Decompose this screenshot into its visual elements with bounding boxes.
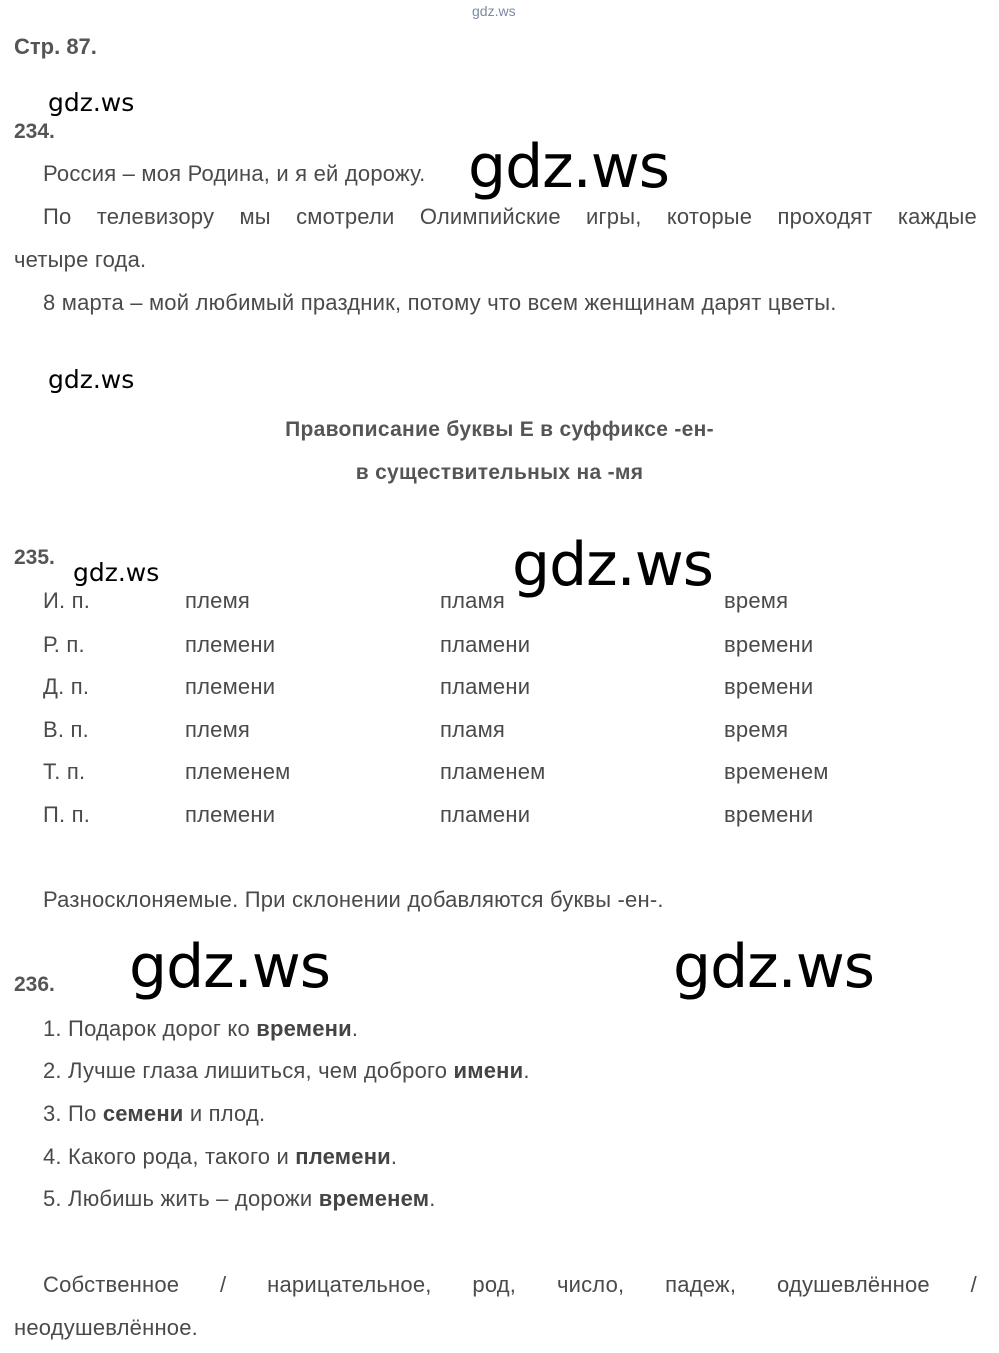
word-cell: пламя	[440, 717, 506, 742]
case-label: Р. п.	[43, 632, 85, 657]
word-cell: племя	[185, 588, 251, 613]
proverb-item: 3. По семени и плод.	[43, 1101, 266, 1126]
proverb-item: 2. Лучше глаза лишиться, чем доброго имени.	[43, 1058, 530, 1083]
exercise-235-number: 235.	[14, 546, 55, 569]
case-label: Т. п.	[43, 759, 86, 784]
word-cell: пламенем	[440, 759, 546, 784]
word-cell: временем	[724, 759, 829, 784]
exercise-236-number: 236.	[14, 973, 55, 996]
word-cell: время	[724, 588, 789, 613]
watermark: gdz.ws	[48, 365, 135, 394]
section-title-line1: Правописание буквы Е в суффиксе -ен-	[285, 418, 714, 441]
word-cell: пламя	[440, 588, 506, 613]
case-label: П. п.	[43, 802, 91, 827]
watermark: gdz.ws	[468, 132, 670, 202]
watermark-top: gdz.ws	[472, 3, 516, 19]
ex234-line: четыре года.	[14, 247, 147, 272]
word-cell: пламени	[440, 674, 531, 699]
ex235-note: Разносклоняемые. При склонении добавляются буквы -ен-.	[43, 887, 664, 912]
proverb-item: 5. Любишь жить – дорожи временем.	[43, 1186, 436, 1211]
word-cell: племя	[185, 717, 251, 742]
ex234-line: 8 марта – мой любимый праздник, потому что всем женщинам дарят цветы.	[43, 290, 837, 315]
word-cell: племени	[185, 674, 276, 699]
case-label: Д. п.	[43, 674, 90, 699]
word-cell: племени	[185, 802, 276, 827]
section-title-line2: в существительных на -мя	[355, 461, 644, 484]
word-cell: времени	[724, 632, 814, 657]
word-cell: времени	[724, 674, 814, 699]
case-label: И. п.	[43, 588, 91, 613]
watermark: gdz.ws	[129, 932, 331, 1002]
ex234-line: По телевизору мы смотрели Олимпийские игры, которые проходят каждые	[43, 204, 977, 229]
proverb-item: 4. Какого рода, такого и племени.	[43, 1144, 398, 1169]
proverb-item: 1. Подарок дорог ко времени.	[43, 1016, 359, 1041]
watermark: gdz.ws	[512, 530, 714, 600]
word-cell: время	[724, 717, 789, 742]
word-cell: пламени	[440, 802, 531, 827]
watermark: gdz.ws	[73, 558, 160, 587]
word-cell: времени	[724, 802, 814, 827]
watermark: gdz.ws	[48, 88, 135, 117]
ex236-final-line: Собственное / нарицательное, род, число, падеж, одушевлённое /	[43, 1272, 977, 1297]
ex236-final-line: неодушевлённое.	[14, 1315, 198, 1340]
page-label: Стр. 87.	[14, 34, 97, 59]
word-cell: племени	[185, 632, 276, 657]
case-label: В. п.	[43, 717, 89, 742]
exercise-234-number: 234.	[14, 120, 55, 143]
ex234-line: Россия – моя Родина, и я ей дорожу.	[43, 161, 426, 186]
word-cell: пламени	[440, 632, 531, 657]
word-cell: племенем	[185, 759, 291, 784]
watermark: gdz.ws	[673, 932, 875, 1002]
